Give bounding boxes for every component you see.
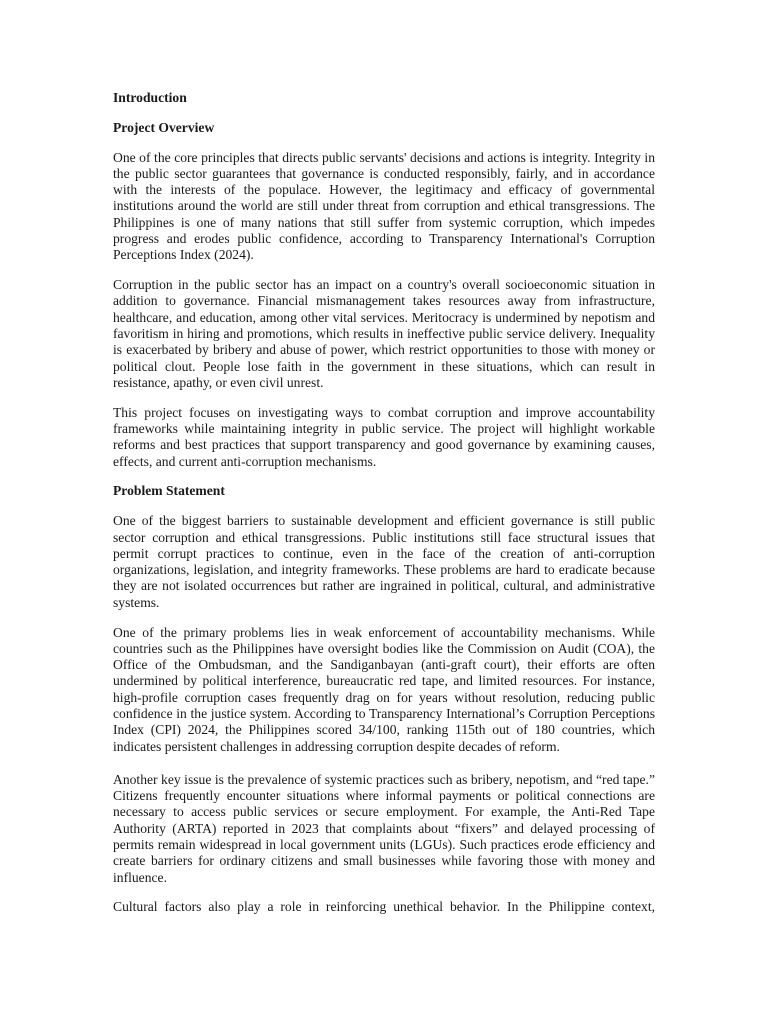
problem-paragraph-3: Another key issue is the prevalence of systemic practices such as bribery, nepotism, and “red tape.” Citizens frequently encounter situations where informal payments or political connections are necessary to access public services or secure employment. For example, the Anti-Red Tape Authority (ARTA) reported in 2023 that complaints about “fixers” and delayed processing of permits remain widespread in local government units (LGUs). Such practices erode efficiency and create barriers for ordinary citizens and small businesses while favoring those with money and influence. [113,771,655,885]
introduction-heading: Introduction [113,90,187,105]
document-page [113,90,655,929]
overview-paragraph-3: This project focuses on investigating ways to combat corruption and improve accountability frameworks while maintaining integrity in public service. The project will highlight workable reforms and best practices that support transparency and good governance by examining causes, effects, and current anti-corruption mechanisms. [113,404,655,469]
overview-paragraph-2: Corruption in the public sector has an impact on a country's overall socioeconomic situation in addition to governance. Financial mismanagement takes resources away from infrastructure, healthcare, and education, among other vital services. Meritocracy is undermined by nepotism and favoritism in hiring and promotions, which results in ineffective public service delivery. Inequality is exacerbated by bribery and abuse of power, which restrict opportunities to those with money or political clout. People lose faith in the government in these situations, which can result in resistance, apathy, or even civil unrest. [113,277,655,390]
project-overview-heading: Project Overview [113,119,215,135]
problem-paragraph-1: One of the biggest barriers to sustainable development and efficient governance is still public sector corruption and ethical transgressions. Public institutions still face structural issues that permit corrupt practices to continue, even in the face of the creation of anti-corruption organizations, legislation, and integrity frameworks. These problems are hard to eradicate because they are not isolated occurrences but rather are ingrained in political, cultural, and administrative systems. [113,513,655,610]
problem-paragraph-4: Cultural factors also play a role in reinforcing unethical behavior. In the Philippine context, [113,899,655,915]
overview-paragraph-1: One of the core principles that directs public servants' decisions and actions is integrity. Integrity in the public sector guarantees that governance is conducted responsibly, fairly, and in accordance with the interests of the populace. However, the legitimacy and efficacy of governmental institutions around the world are still under threat from corruption and ethical transgressions. The Philippines is one of many nations that still suffer from systemic corruption, which impedes progress and erodes public confidence, according to Transparency International's Corruption Perceptions Index (2024). [113,149,655,263]
problem-statement-heading: Problem Statement [113,483,225,499]
problem-paragraph-2: One of the primary problems lies in weak enforcement of accountability mechanisms. While countries such as the Philippines have oversight bodies like the Commission on Audit (COA), the Office of the Ombudsman, and the Sandiganbayan (anti-graft court), their efforts are often undermined by political interference, bureaucratic red tape, and limited resources. For instance, high-profile corruption cases frequently drag on for years without resolution, reducing public confidence in the justice system. According to Transparency International’s Corruption Perceptions Index (CPI) 2024, the Philippines scored 34/100, ranking 115th out of 180 countries, which indicates persistent challenges in addressing corruption despite decades of reform. [113,624,655,754]
